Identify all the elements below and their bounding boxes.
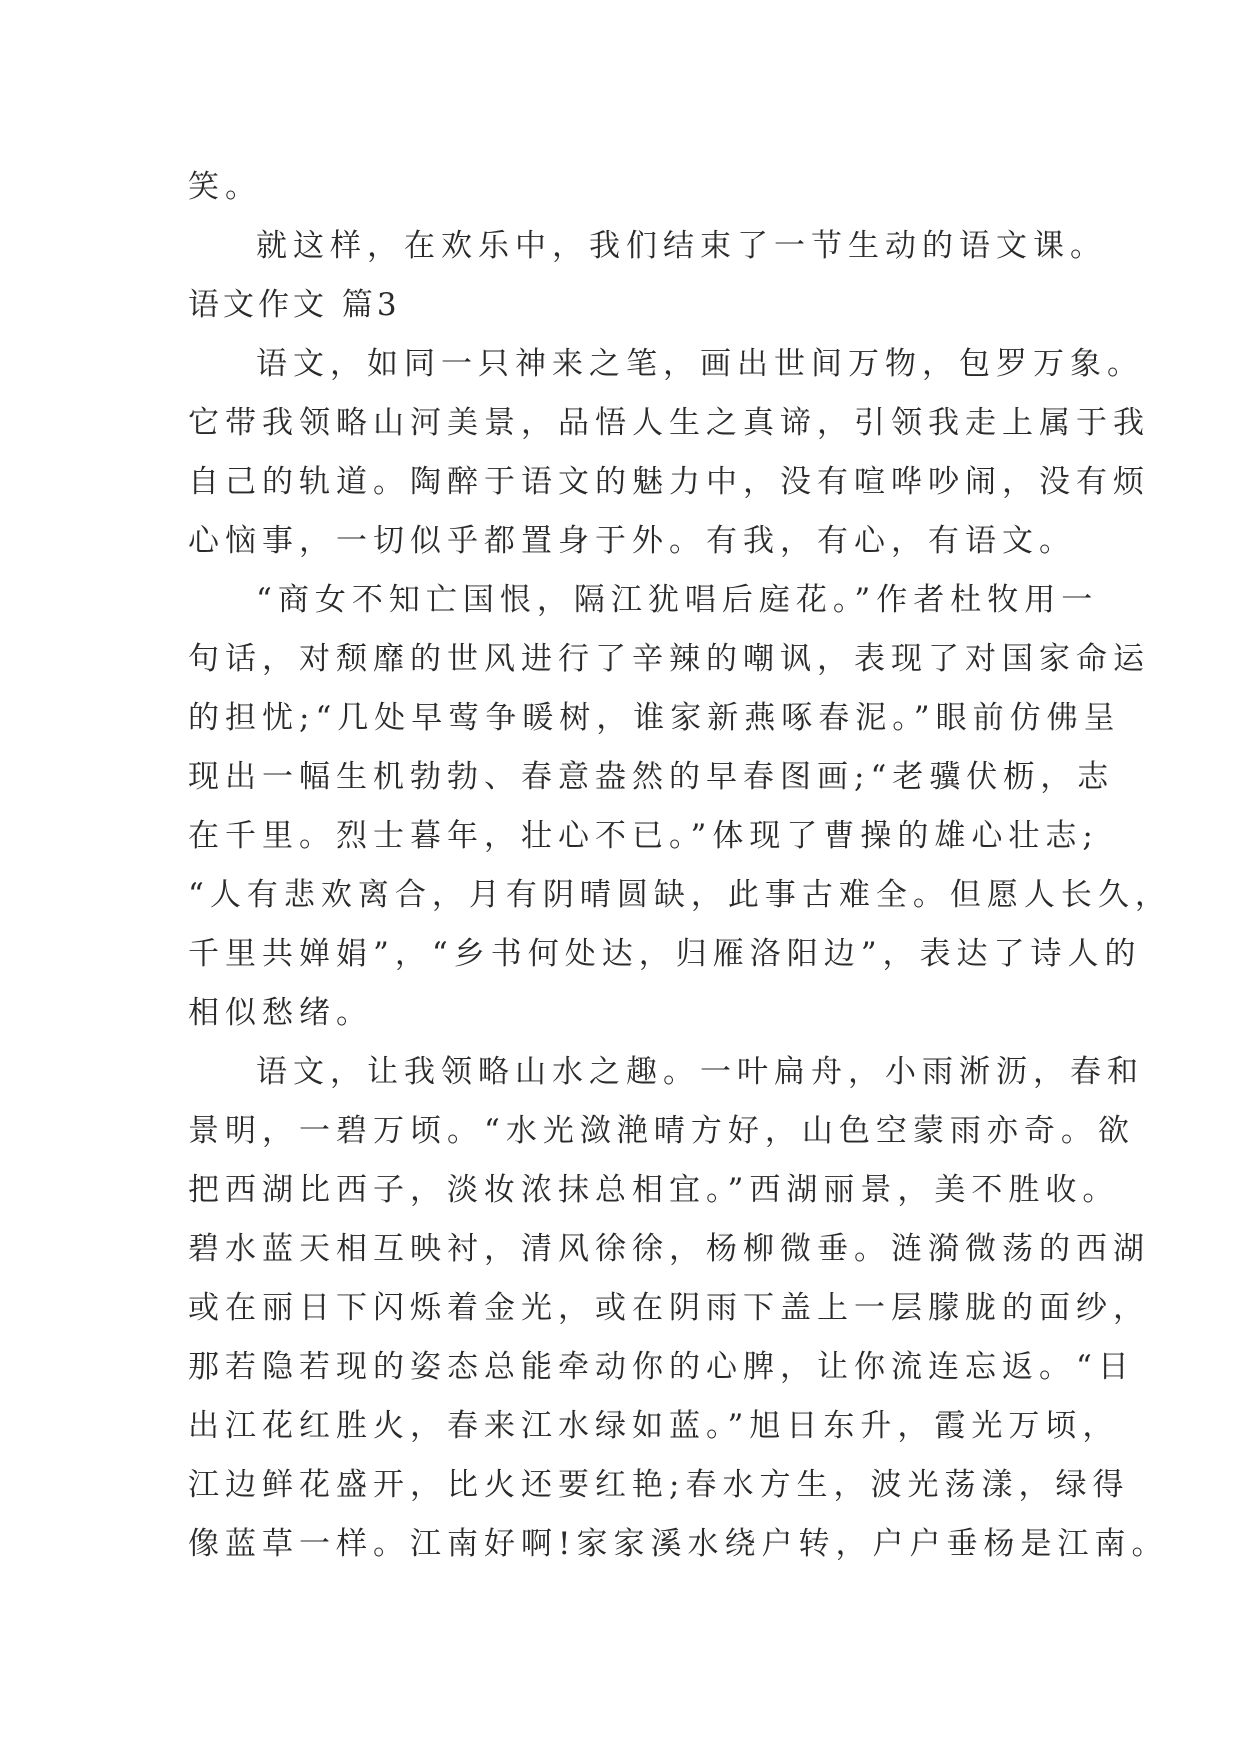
text-line: 那若隐若现的姿态总能牵动你的心脾，让你流连忘返。“日 [188,1349,1135,1385]
text-line: 自己的轨道。陶醉于语文的魅力中，没有喧哗吵闹，没有烦 [188,464,1150,500]
text-line: 笑。 [188,169,262,205]
text-line: 的担忧;“几处早莺争暖树，谁家新燕啄春泥。”眼前仿佛呈 [188,700,1121,736]
text-line: 出江花红胜火，春来江水绿如蓝。”旭日东升，霞光万顷， [188,1408,1120,1444]
section-heading: 语文作文 篇3 [188,287,401,323]
text-line: 心恼事，一切似乎都置身于外。有我，有心，有语文。 [188,523,1076,559]
text-line: 像蓝草一样。江南好啊!家家溪水绕户转，户户垂杨是江南。 [188,1526,1169,1562]
paragraph-line: “商女不知亡国恨，隔江犹唱后庭花。”作者杜牧用一 [256,582,1099,618]
text-line: 千里共婵娟”，“乡书何处达，归雁洛阳边”，表达了诗人的 [188,936,1142,972]
text-line: 现出一幅生机勃勃、春意盎然的早春图画;“老骥伏枥，志 [188,759,1115,795]
text-line: 江边鲜花盛开，比火还要红艳;春水方生，波光荡漾，绿得 [188,1467,1130,1503]
text-line: 它带我领略山河美景，品悟人生之真谛，引领我走上属于我 [188,405,1150,441]
paragraph-line: 语文，让我领略山水之趣。一叶扁舟，小雨淅沥，春和 [256,1054,1144,1090]
text-line: 或在丽日下闪烁着金光，或在阴雨下盖上一层朦胧的面纱， [188,1290,1150,1326]
text-line: 景明，一碧万顷。“水光潋滟晴方好，山色空蒙雨亦奇。欲 [188,1113,1135,1149]
text-line: 把西湖比西子，淡妆浓抹总相宜。”西湖丽景，美不胜收。 [188,1172,1120,1208]
paragraph-line: 就这样，在欢乐中，我们结束了一节生动的语文课。 [256,228,1107,264]
document-body [188,158,1172,1574]
text-line: 在千里。烈士暮年，壮心不已。”体现了曹操的雄心壮志; [188,818,1099,854]
text-line: 句话，对颓靡的世风进行了辛辣的嘲讽，表现了对国家命运 [188,641,1150,677]
text-line: 碧水蓝天相互映衬，清风徐徐，杨柳微垂。涟漪微荡的西湖 [188,1231,1150,1267]
text-line: 相似愁绪。 [188,995,373,1031]
paragraph-line: 语文，如同一只神来之笔，画出世间万物，包罗万象。 [256,346,1144,382]
text-line: “人有悲欢离合，月有阴晴圆缺，此事古难全。但愿人长久， [188,877,1172,913]
